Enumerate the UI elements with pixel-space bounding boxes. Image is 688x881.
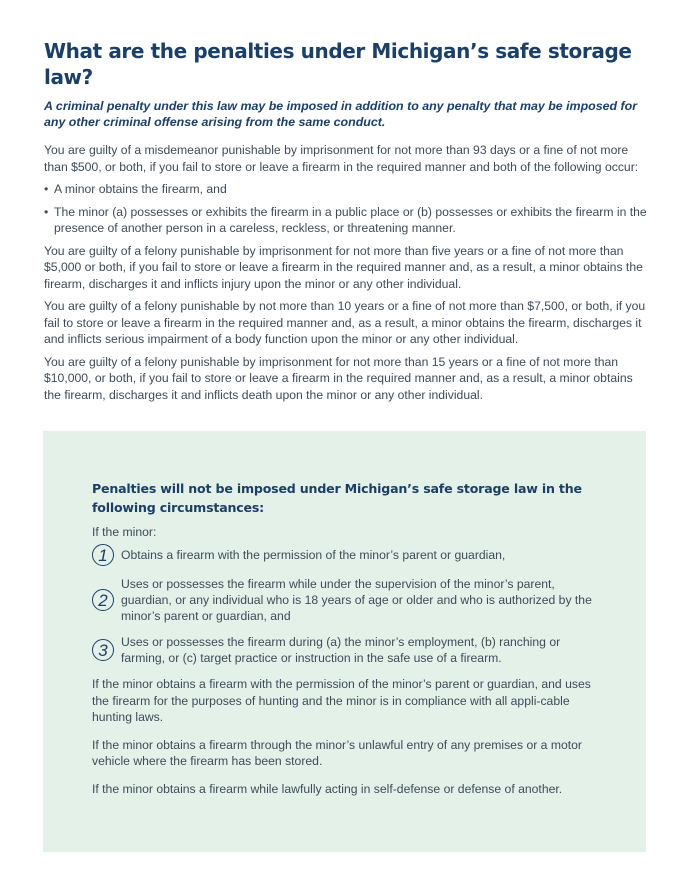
bullet-icon: • xyxy=(44,204,49,219)
number-3-circle-icon: 3 xyxy=(92,639,114,661)
list-item-text: The minor (a) possesses or exhibits the firearm in a public place or (b) possesses or exhibits the firearm in the presence of another person in a careless, reckless, or threatening manner. xyxy=(54,204,647,235)
exceptions-intro: If the minor: xyxy=(92,525,157,539)
list-item xyxy=(92,544,602,566)
unlawful-entry-exception-paragraph: If the minor obtains a firearm through the minor’s unlawful entry of any premises or a motor vehicle where the firearm has been stored. xyxy=(92,737,582,768)
list-item-text: A minor obtains the firearm, and xyxy=(54,182,227,196)
list-item xyxy=(44,204,650,237)
misdemeanor-paragraph: You are guilty of a misdemeanor punishable by imprisonment for not more than 93 days or a fine of not more than $500, or both, if you fail to store or leave a firearm in the required manner and both of the following occur: xyxy=(44,143,639,174)
bullet-icon: • xyxy=(44,182,49,196)
felony-injury-paragraph: You are guilty of a felony punishable by imprisonment for not more than five years or a fine of not more than $5,000 or both, if you fail to store or leave a firearm in the required manner and, as a result, a minor obtains the firearm, discharges it and inflicts injury upon the minor or any other individual. xyxy=(44,243,643,291)
exceptions-callout-box xyxy=(43,431,646,852)
page-title: What are the penalties under Michigan’s safe storage law? xyxy=(44,39,632,89)
exceptions-numbered-list xyxy=(92,544,602,666)
felony-death-paragraph: You are guilty of a felony punishable by imprisonment for not more than 15 years or a fine of not more than $10,000, or both, if you fail to store or leave a firearm in the required manner and, as a result, a minor obtains the firearm, discharges it and inflicts death upon the minor or any other individual. xyxy=(44,354,633,402)
list-item xyxy=(44,181,650,198)
list-item-text: Obtains a firearm with the permission of the minor’s parent or guardian, xyxy=(121,548,506,562)
list-item xyxy=(92,634,602,666)
misdemeanor-conditions-list xyxy=(44,181,650,237)
number-2-circle-icon: 2 xyxy=(92,589,114,611)
exceptions-title: Penalties will not be imposed under Michigan’s safe storage law in the following circumstances: xyxy=(92,481,582,515)
number-1-circle-icon: 1 xyxy=(92,544,114,566)
felony-impairment-paragraph: You are guilty of a felony punishable by not more than 10 years or a fine of not more than $7,500, or both, if you fail to store or leave a firearm in the required manner and, as a result, a minor obtains the firearm, discharges it and inflicts serious impairment of a body function upon the minor or any other individual. xyxy=(44,299,646,346)
list-item xyxy=(92,576,602,624)
list-item-text: Uses or possesses the firearm during (a) the minor’s employment, (b) ranching or farming, or (c) target practice or instruction in the safe use of a firearm. xyxy=(121,635,561,665)
list-item-text: Uses or possesses the firearm while under the supervision of the minor’s parent, guardian, or any individual who is 18 years of age or older and who is authorized by the minor’s parent or guardian, and xyxy=(121,577,592,623)
self-defense-exception-paragraph: If the minor obtains a firearm while lawfully acting in self-defense or defense of another. xyxy=(92,781,563,796)
exceptions-content xyxy=(92,479,602,808)
penalties-section xyxy=(44,38,650,409)
hunting-exception-paragraph: If the minor obtains a firearm with the permission of the minor’s parent or guardian, and uses the firearm for the purposes of hunting and the minor is in compliance with all appli-cable hunting laws. xyxy=(92,677,591,724)
lead-paragraph: A criminal penalty under this law may be imposed in addition to any penalty that may be imposed for any other criminal offense arising from the same conduct. xyxy=(44,99,638,129)
